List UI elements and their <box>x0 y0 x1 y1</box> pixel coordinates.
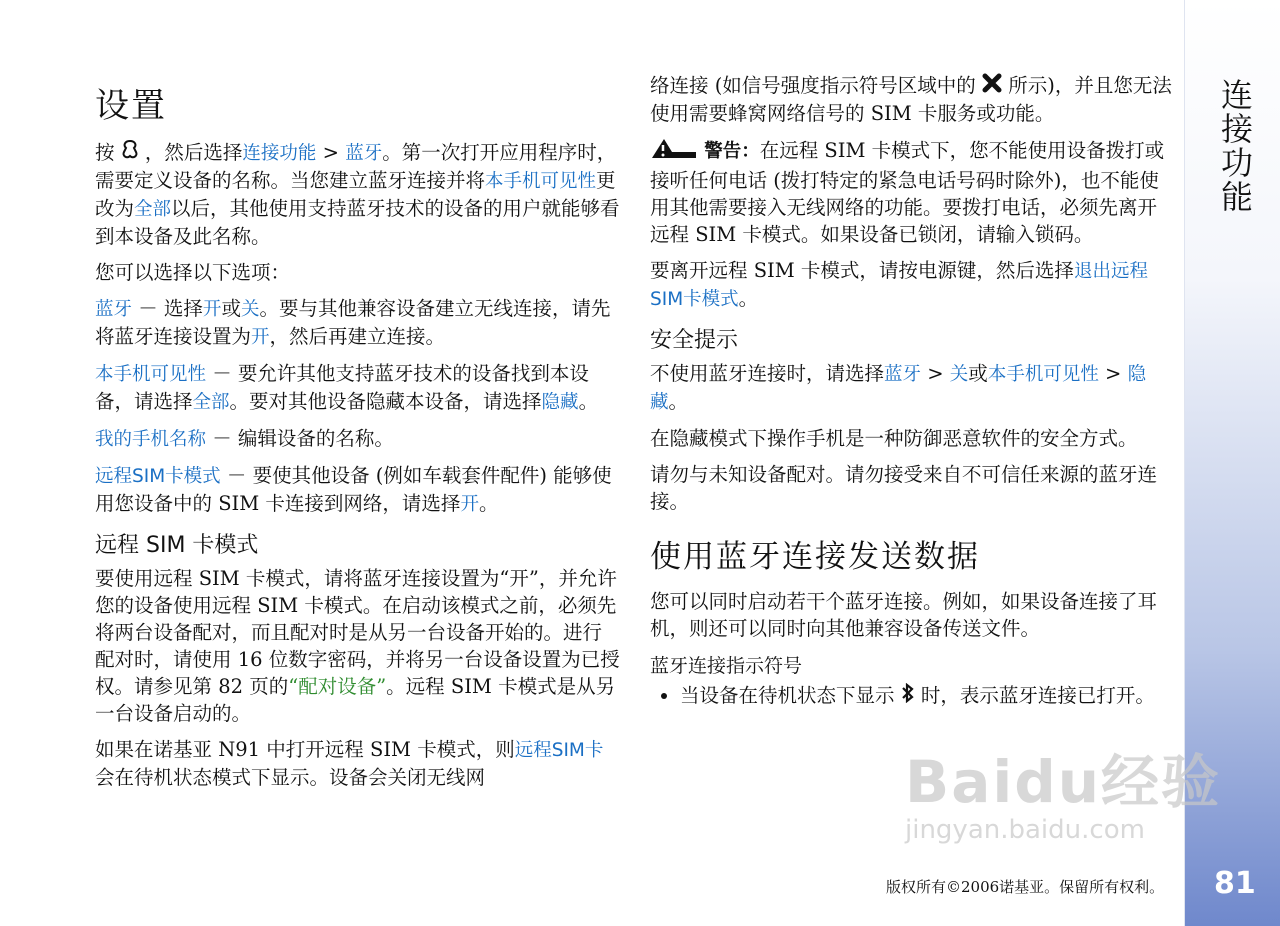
warning-paragraph: 警告：在远程 SIM 卡模式下，您不能使用设备拨打或接听任何电话 (拨打特定的紧急电话号码时除外)，也不能使用其他需要接入无线网络的功能。要拨打电话，必须先离开远程 SIM 卡模式。如果设备已锁闭，请输入锁码。 <box>650 136 1175 248</box>
section-title: 设置 <box>95 86 167 126</box>
option-visibility: 本手机可见性 － 要允许其他支持蓝牙技术的设备找到本设备，请选择全部。要对其他设备隐藏本设备，请选择隐藏。 <box>95 362 599 413</box>
bluetooth-icon <box>901 683 915 710</box>
indicator-heading: 蓝牙连接指示符号 <box>650 655 803 677</box>
security-paragraph-1: 不使用蓝牙连接时，请选择蓝牙 > 关或本手机可见性 > 隐藏。 <box>650 362 1147 413</box>
watermark: Baidu经验 jingyan.baidu.com <box>905 748 1222 845</box>
option-phone-name: 我的手机名称 － 编辑设备的名称。 <box>95 427 394 450</box>
intro-paragraph: 按 ，然后选择连接功能 > 蓝牙。第一次打开应用程序时，需要定义设备的名称。当您建立蓝牙连接并将本手机可见性更改为全部以后，其他使用支持蓝牙技术的设备的用户就能够看到本设备及此名称。 <box>95 141 620 248</box>
n91-paragraph: 如果在诺基亚 N91 中打开远程 SIM 卡模式，则远程SIM卡会在待机状态模式下显示。设备会关闭无线网 <box>95 738 604 789</box>
right-column <box>650 72 1175 710</box>
list-item: • 当设备在待机状态下显示 时，表示蓝牙连接已打开。 <box>680 682 1175 710</box>
security-paragraph-2: 在隐藏模式下操作手机是一种防御恶意软件的安全方式。 <box>650 427 1138 450</box>
chapter-title: 连接功能 <box>1216 78 1254 214</box>
no-network-icon <box>982 73 1002 100</box>
send-data-heading: 使用蓝牙连接发送数据 <box>650 539 980 575</box>
option-remote-sim: 远程SIM卡模式 － 要使其他设备 (例如车载套件配件) 能够使用您设备中的 SIM 卡连接到网络，请选择开。 <box>95 464 612 515</box>
remote-sim-heading: 远程 SIM 卡模式 <box>95 533 259 558</box>
indicator-list <box>650 682 1175 710</box>
network-paragraph: 络连接 (如信号强度指示符号区域中的 所示)，并且您无法使用需要蜂窝网络信号的 SIM 卡服务或功能。 <box>650 74 1172 125</box>
exit-paragraph: 要离开远程 SIM 卡模式，请按电源键，然后选择退出远程SIM卡模式。 <box>650 259 1148 310</box>
page-number: 81 <box>1214 866 1256 901</box>
warning-icon <box>650 136 698 167</box>
send-data-paragraph: 您可以同时启动若干个蓝牙连接。例如，如果设备连接了耳机，则还可以同时向其他兼容设备传送文件。 <box>650 590 1158 640</box>
left-column <box>95 72 620 800</box>
pairing-link[interactable]: “配对设备” <box>288 675 387 698</box>
copyright-footer: 版权所有©2006诺基亚。保留所有权利。 <box>886 878 1165 896</box>
menu-key-icon <box>121 140 139 167</box>
security-paragraph-3: 请勿与未知设备配对。请勿接受来自不可信任来源的蓝牙连接。 <box>650 463 1158 513</box>
options-intro: 您可以选择以下选项： <box>95 261 291 284</box>
option-bluetooth: 蓝牙 － 选择开或关。要与其他兼容设备建立无线连接，请先将蓝牙连接设置为开，然后再建立连接。 <box>95 297 611 348</box>
security-heading: 安全提示 <box>650 328 739 353</box>
remote-sim-paragraph: 要使用远程 SIM 卡模式，请将蓝牙连接设置为“开”，并允许您的设备使用远程 SIM 卡模式。在启动该模式之前，必须先将两台设备配对，而且配对时是从另一台设备开始的。进行配对时，请使用 16 位数字密码，并将另一台设备设置为已授权。请参见第 82 页的“配对设备”。远程 SIM 卡模式是从另一台设备启动的。 <box>95 567 620 725</box>
